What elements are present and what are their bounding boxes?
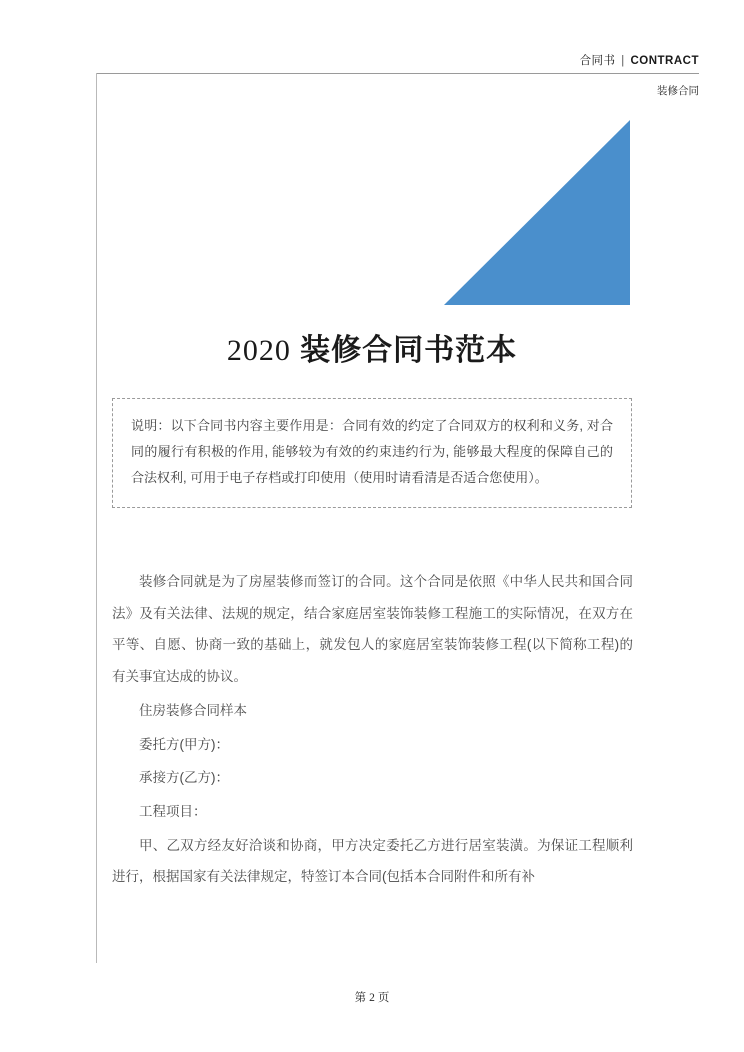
- body-paragraph: 委托方(甲方)：: [139, 736, 229, 752]
- document-body: [112, 566, 633, 893]
- footer-page-number: 2: [369, 992, 375, 1004]
- title-text: 装修合同书范本: [300, 334, 518, 367]
- page-header: [580, 52, 699, 68]
- header-label-en: CONTRACT: [630, 55, 699, 67]
- footer-suffix: 页: [377, 992, 390, 1004]
- body-paragraph: 甲、乙双方经友好洽谈和协商，甲方决定委托乙方进行居室装潢。为保证工程顺利进行，根据国家有关法律规定，特签订本合同(包括本合同附件和所有补: [112, 837, 633, 885]
- header-separator: |: [621, 55, 625, 67]
- blue-triangle-decoration: [444, 120, 630, 305]
- title-year: 2020: [226, 334, 291, 367]
- left-margin-rule: [96, 73, 97, 963]
- body-paragraph: 装修合同就是为了房屋装修而签订的合同。这个合同是依照《中华人民共和国合同法》及有关法律、法规的规定，结合家庭居室装饰装修工程施工的实际情况，在双方在平等、自愿、协商一致的基础上，就发包人的家庭居室装饰装修工程(以下简称工程)的有关事宜达成的协议。: [112, 574, 633, 685]
- note-box: 说明：以下合同书内容主要作用是：合同有效的约定了合同双方的权利和义务, 对合同的履行有积极的作用, 能够较为有效的约束违约行为, 能够最大程度的保障自己的合法权利, 可用于电子存档或打印使用（使用时请看清是否适合您使用）。: [112, 398, 632, 508]
- header-subtitle: 装修合同: [657, 85, 699, 97]
- body-paragraph: 住房装修合同样本: [139, 702, 247, 718]
- page-footer: [0, 989, 744, 1005]
- body-paragraph: 承接方(乙方)：: [139, 770, 229, 786]
- footer-prefix: 第: [354, 992, 367, 1004]
- body-paragraph: 工程项目：: [139, 804, 207, 820]
- page-title: [0, 325, 744, 369]
- header-label-cn: 合同书: [579, 55, 616, 67]
- header-divider: [96, 73, 699, 74]
